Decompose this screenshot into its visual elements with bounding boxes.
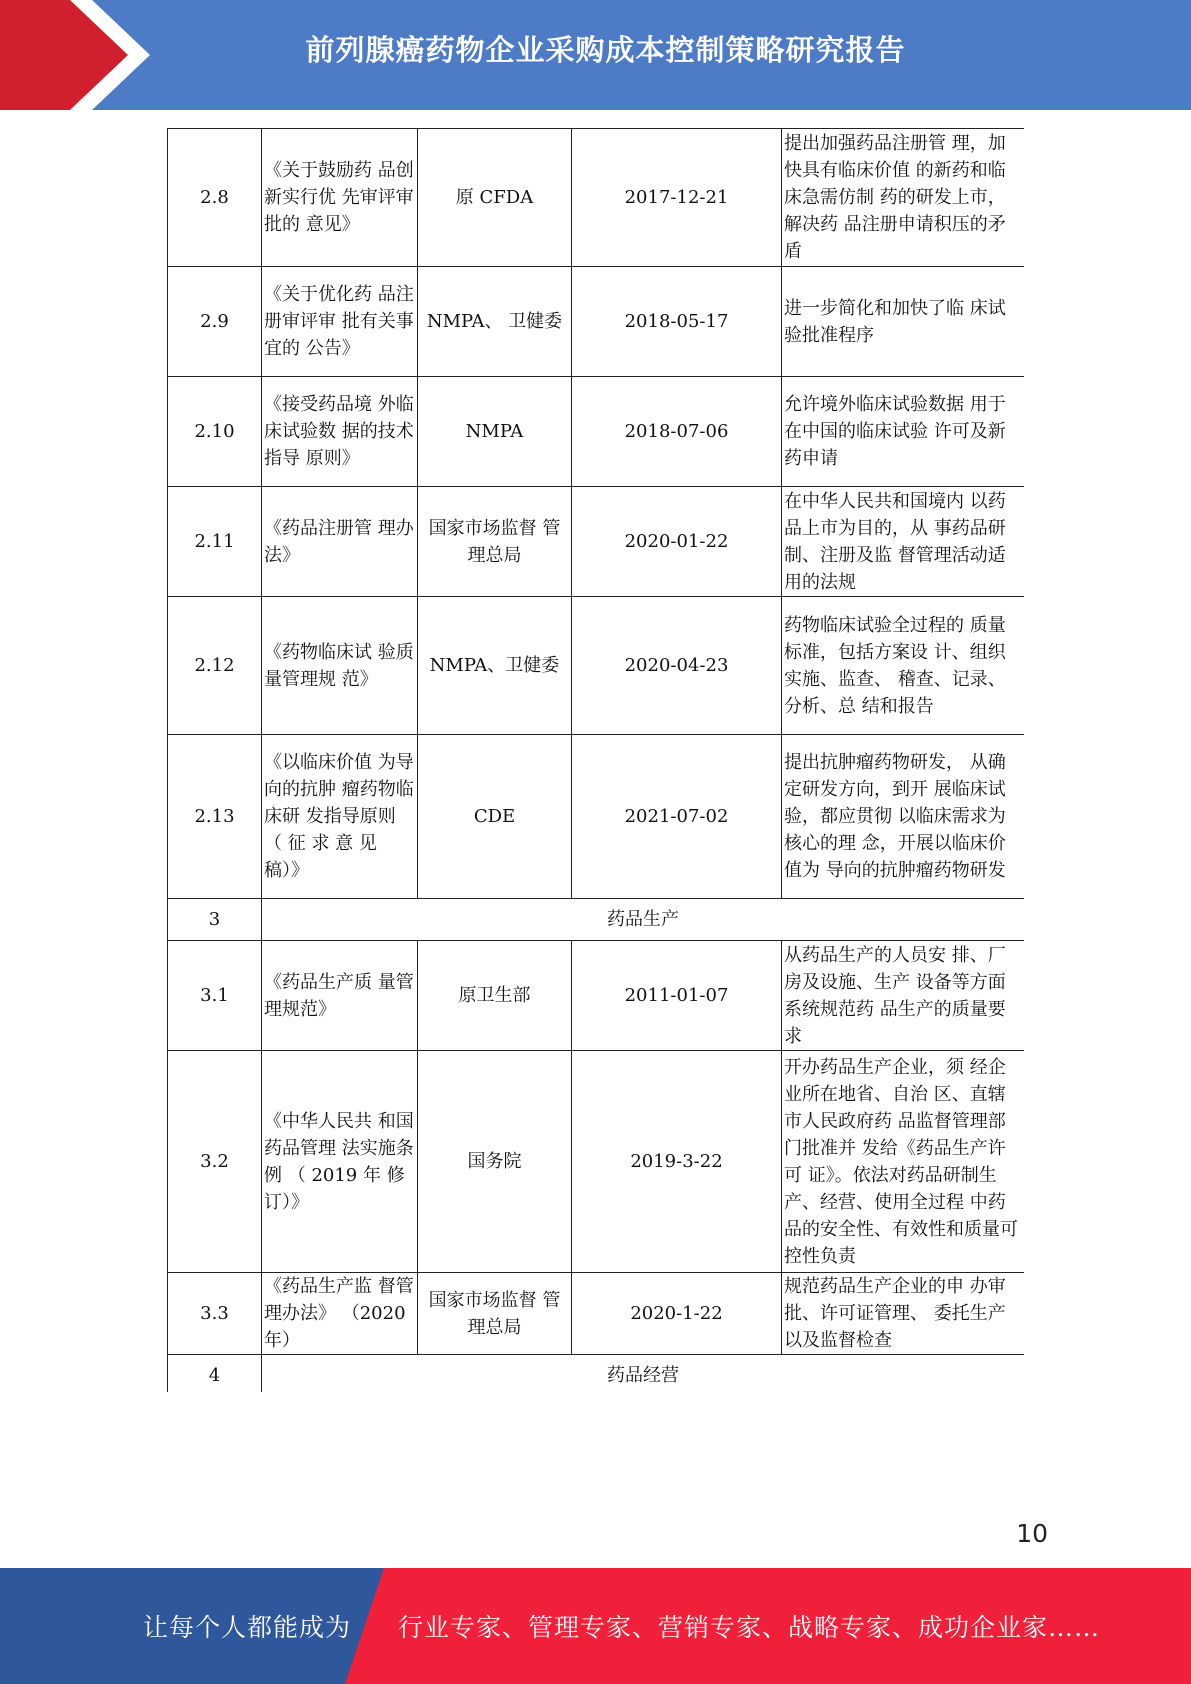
issue-date: 2019-3-22 — [572, 1051, 782, 1273]
policy-name: 《中华人民共 和国药品管理 法实施条例 （ 2019 年 修 订）》 — [262, 1051, 418, 1273]
policy-name: 《药品注册管 理办法》 — [262, 487, 418, 597]
issuing-agency: NMPA、卫健委 — [418, 597, 572, 735]
table-row — [168, 1273, 1025, 1355]
row-number: 4 — [168, 1355, 262, 1393]
policy-description: 允许境外临床试验数据 用于在中国的临床试验 许可及新药申请 — [782, 377, 1025, 487]
row-number: 2.12 — [168, 597, 262, 735]
policy-name: 《药物临床试 验质量管理规 范》 — [262, 597, 418, 735]
table-row — [168, 1051, 1025, 1273]
footer-slogan-left: 让每个人都能成为 — [143, 1613, 352, 1642]
section-title: 药品经营 — [262, 1355, 1025, 1393]
policy-description: 从药品生产的人员安 排、厂房及设施、生产 设备等方面系统规范药 品生产的质量要求 — [782, 941, 1025, 1051]
row-number: 2.13 — [168, 735, 262, 899]
row-number: 2.10 — [168, 377, 262, 487]
table-row — [168, 129, 1025, 267]
row-number: 3.1 — [168, 941, 262, 1051]
table-row — [168, 487, 1025, 597]
table-row — [168, 267, 1025, 377]
row-number: 2.8 — [168, 129, 262, 267]
policy-description: 药物临床试验全过程的 质量标准，包括方案设 计、组织实施、监查、 稽查、记录、分析、总 结和报告 — [782, 597, 1025, 735]
row-number: 2.11 — [168, 487, 262, 597]
row-number: 3.3 — [168, 1273, 262, 1355]
policy-name: 《关于鼓励药 品创新实行优 先审评审批的 意见》 — [262, 129, 418, 267]
row-number: 3 — [168, 899, 262, 941]
issue-date: 2020-04-23 — [572, 597, 782, 735]
issuing-agency: 原卫生部 — [418, 941, 572, 1051]
issue-date: 2021-07-02 — [572, 735, 782, 899]
issue-date: 2011-01-07 — [572, 941, 782, 1051]
section-row — [168, 1355, 1025, 1393]
row-number: 3.2 — [168, 1051, 262, 1273]
policy-description: 提出抗肿瘤药物研发， 从确定研发方向，到开 展临床试验，都应贯彻 以临床需求为核心的理 念，开展以临床价值为 导向的抗肿瘤药物研发 — [782, 735, 1025, 899]
issue-date: 2020-01-22 — [572, 487, 782, 597]
policy-name: 《关于优化药 品注册审评审 批有关事宜的 公告》 — [262, 267, 418, 377]
policy-description: 规范药品生产企业的申 办审批、许可证管理、 委托生产以及监督检查 — [782, 1273, 1025, 1355]
row-number: 2.9 — [168, 267, 262, 377]
issuing-agency: NMPA — [418, 377, 572, 487]
issuing-agency: 国家市场监督 管理总局 — [418, 487, 572, 597]
table-row — [168, 377, 1025, 487]
policy-table — [167, 128, 1024, 1392]
table-row — [168, 597, 1025, 735]
policy-name: 《药品生产监 督管理办法》 （2020 年） — [262, 1273, 418, 1355]
page-number: 10 — [1016, 1519, 1048, 1548]
table-container — [167, 128, 1024, 1392]
policy-description: 进一步简化和加快了临 床试验批准程序 — [782, 267, 1025, 377]
issuing-agency: CDE — [418, 735, 572, 899]
issuing-agency: 国家市场监督 管理总局 — [418, 1273, 572, 1355]
policy-table-body — [168, 129, 1025, 1393]
issue-date: 2018-05-17 — [572, 267, 782, 377]
issuing-agency: 国务院 — [418, 1051, 572, 1273]
footer-slogan-right: 行业专家、管理专家、营销专家、战略专家、成功企业家…… — [398, 1613, 1101, 1642]
page-footer — [0, 1568, 1191, 1684]
policy-description: 在中华人民共和国境内 以药品上市为目的，从 事药品研制、注册及监 督管理活动适用的法规 — [782, 487, 1025, 597]
policy-description: 开办药品生产企业，须 经企业所在地省、自治 区、直辖市人民政府药 品监督管理部门批准并 发给《药品生产许可 证》。依法对药品研制生 产、经营、使用全过程 中药品的安全性、有效性和质量可控性负责 — [782, 1051, 1025, 1273]
issue-date: 2017-12-21 — [572, 129, 782, 267]
table-row — [168, 735, 1025, 899]
policy-name: 《以临床价值 为导向的抗肿 瘤药物临床研 发指导原则 （ 征 求 意 见 稿）》 — [262, 735, 418, 899]
section-row — [168, 899, 1025, 941]
report-title: 前列腺癌药物企业采购成本控制策略研究报告 — [305, 33, 906, 67]
section-title: 药品生产 — [262, 899, 1025, 941]
policy-name: 《药品生产质 量管理规范》 — [262, 941, 418, 1051]
page-header — [0, 0, 1191, 110]
issue-date: 2018-07-06 — [572, 377, 782, 487]
policy-description: 提出加强药品注册管 理，加快具有临床价值 的新药和临床急需仿制 药的研发上市，解决药 品注册申请积压的矛盾 — [782, 129, 1025, 267]
issuing-agency: NMPA、 卫健委 — [418, 267, 572, 377]
issue-date: 2020-1-22 — [572, 1273, 782, 1355]
table-row — [168, 941, 1025, 1051]
issuing-agency: 原 CFDA — [418, 129, 572, 267]
policy-name: 《接受药品境 外临床试验数 据的技术指导 原则》 — [262, 377, 418, 487]
